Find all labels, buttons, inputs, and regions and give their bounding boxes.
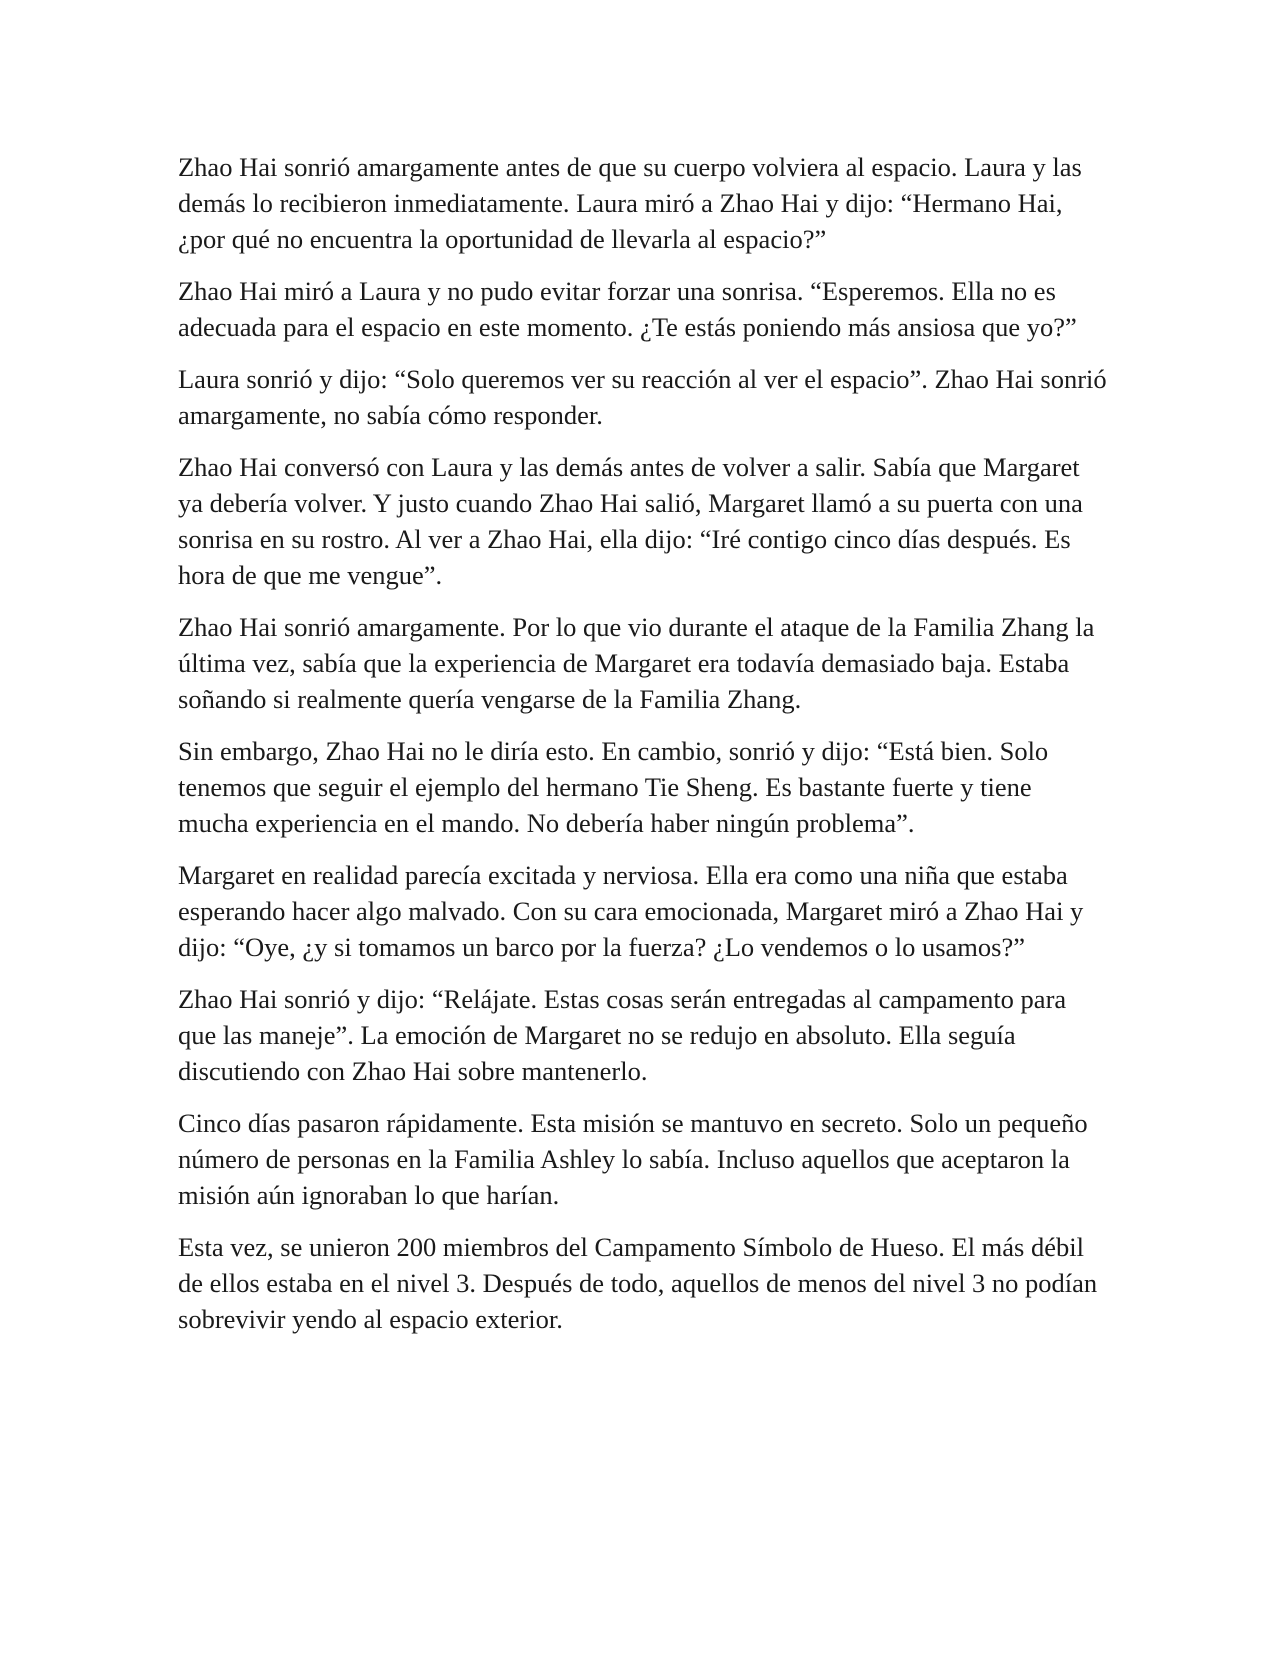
paragraph-9: Cinco días pasaron rápidamente. Esta misión se mantuvo en secreto. Solo un pequeño número de personas en la Familia Ashley lo sabía. Incluso aquellos que aceptaron la misión aún ignoraban lo que harían. [178, 1108, 1088, 1210]
paragraph-1: Zhao Hai sonrió amargamente antes de que su cuerpo volviera al espacio. Laura y las demás lo recibieron inmediatamente. Laura miró a Zhao Hai y dijo: “Hermano Hai, ¿por qué no encuentra la oportunidad de llevarla al espacio?” [178, 152, 1082, 254]
paragraph-7: Margaret en realidad parecía excitada y nerviosa. Ella era como una niña que estaba esperando hacer algo malvado. Con su cara emocionada, Margaret miró a Zhao Hai y dijo: “Oye, ¿y si tomamos un barco por la fuerza? ¿Lo vendemos o lo usamos?” [178, 860, 1084, 962]
paragraph-2: Zhao Hai miró a Laura y no pudo evitar forzar una sonrisa. “Esperemos. Ella no es adecuada para el espacio en este momento. ¿Te estás poniendo más ansiosa que yo?” [178, 276, 1077, 342]
paragraph-6: Sin embargo, Zhao Hai no le diría esto. En cambio, sonrió y dijo: “Está bien. Solo tenemos que seguir el ejemplo del hermano Tie Sheng. Es bastante fuerte y tiene mucha experiencia en el mando. No debería haber ningún problema”. [178, 736, 1049, 838]
paragraph-3: Laura sonrió y dijo: “Solo queremos ver su reacción al ver el espacio”. Zhao Hai sonrió amargamente, no sabía cómo responder. [178, 364, 1107, 430]
paragraph-8: Zhao Hai sonrió y dijo: “Relájate. Estas cosas serán entregadas al campamento para que las maneje”. La emoción de Margaret no se redujo en absoluto. Ella seguía discutiendo con Zhao Hai sobre mantenerlo. [178, 984, 1067, 1086]
paragraph-10: Esta vez, se unieron 200 miembros del Campamento Símbolo de Hueso. El más débil de ellos estaba en el nivel 3. Después de todo, aquellos de menos del nivel 3 no podían sobrevivir yendo al espacio exterior. [178, 1232, 1098, 1334]
paragraph-4: Zhao Hai conversó con Laura y las demás antes de volver a salir. Sabía que Margaret ya debería volver. Y justo cuando Zhao Hai salió, Margaret llamó a su puerta con una sonrisa en su rostro. Al ver a Zhao Hai, ella dijo: “Iré contigo cinco días después. Es hora de que me vengue”. [178, 452, 1083, 590]
document-body [178, 149, 1108, 1353]
paragraph-5: Zhao Hai sonrió amargamente. Por lo que vio durante el ataque de la Familia Zhang la última vez, sabía que la experiencia de Margaret era todavía demasiado baja. Estaba soñando si realmente quería vengarse de la Familia Zhang. [178, 612, 1095, 714]
